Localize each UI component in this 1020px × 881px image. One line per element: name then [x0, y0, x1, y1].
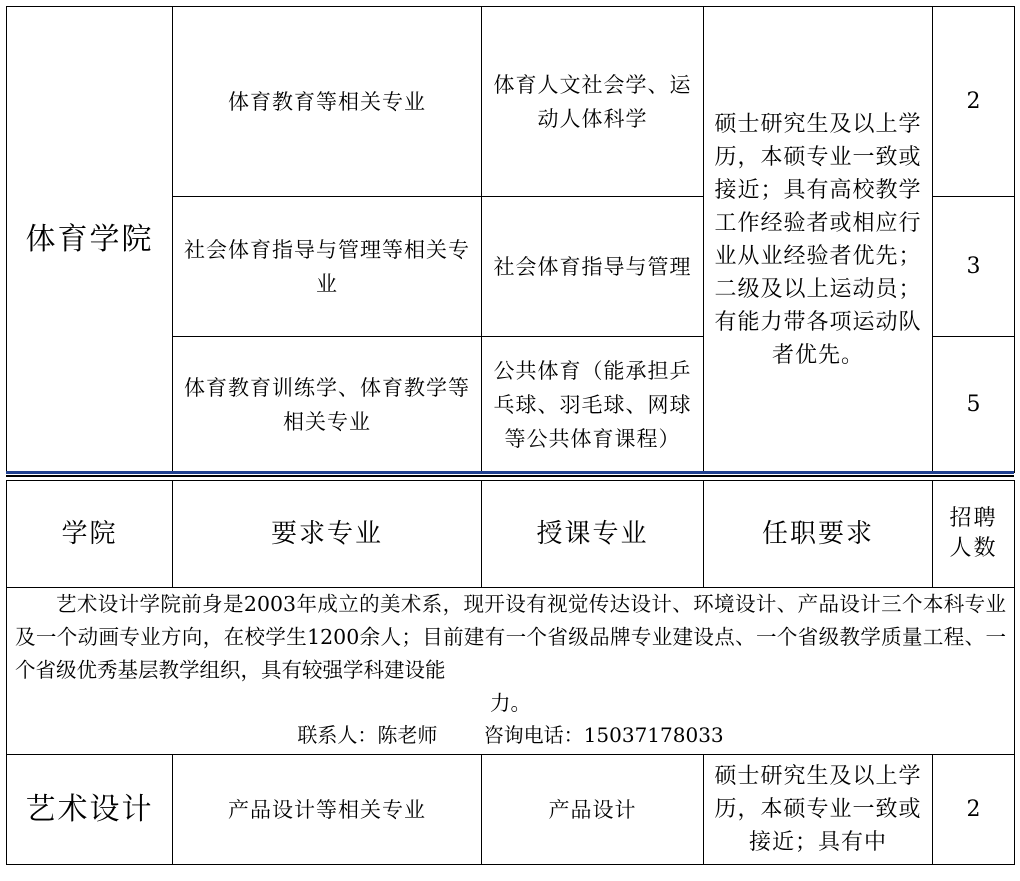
contact-line — [15, 720, 1006, 750]
table-row — [7, 755, 1015, 865]
intro-text: 艺术设计学院前身是2003年成立的美术系，现开设有视觉传达设计、环境设计、产品设计三个本科专业及一个动画专业方向，在校学生1200余人；目前建有一个省级品牌专业建设点、一个省级教学质量工程、一个省级优秀基层教学组织，具有较强学科建设能 — [15, 592, 1006, 682]
hire-count: 3 — [933, 197, 1015, 337]
page-break-line — [6, 471, 1014, 474]
required-major: 体育教育等相关专业 — [173, 7, 482, 197]
teaching-major: 社会体育指导与管理 — [482, 197, 704, 337]
required-major: 产品设计等相关专业 — [173, 755, 482, 865]
contact-person: 联系人：陈老师 — [297, 723, 438, 747]
intro-text-end: 力。 — [490, 691, 531, 715]
table-row — [7, 7, 1015, 197]
page-break-line — [6, 475, 1014, 477]
teaching-major: 公共体育（能承担乒乓球、羽毛球、网球等公共体育课程） — [482, 337, 704, 473]
teaching-major: 产品设计 — [482, 755, 704, 865]
hire-count: 2 — [933, 755, 1015, 865]
table-header-row — [7, 481, 1015, 588]
job-requirement: 硕士研究生及以上学历，本硕专业一致或接近；具有高校教学工作经验者或相应行业从业经验者优先；二级及以上运动员；有能力带各项运动队者优先。 — [704, 7, 933, 473]
header-required-major: 要求专业 — [173, 481, 482, 588]
teaching-major: 体育人文社会学、运动人体科学 — [482, 7, 704, 197]
hire-count: 2 — [933, 7, 1015, 197]
header-job-requirement: 任职要求 — [704, 481, 933, 588]
college-name: 艺术设计 — [7, 755, 173, 865]
college-introduction — [7, 588, 1015, 755]
contact-phone: 咨询电话：15037178033 — [483, 723, 724, 747]
header-teaching-major: 授课专业 — [482, 481, 704, 588]
college-name: 体育学院 — [7, 7, 173, 473]
pe-recruitment-table — [6, 6, 1015, 473]
college-intro-row — [7, 588, 1015, 755]
header-college: 学院 — [7, 481, 173, 588]
header-hire-count: 招聘人数 — [933, 481, 1015, 588]
art-recruitment-table — [6, 480, 1015, 865]
hire-count: 5 — [933, 337, 1015, 473]
job-requirement: 硕士研究生及以上学历，本硕专业一致或接近；具有中 — [704, 755, 933, 865]
required-major: 社会体育指导与管理等相关专业 — [173, 197, 482, 337]
required-major: 体育教育训练学、体育教学等相关专业 — [173, 337, 482, 473]
